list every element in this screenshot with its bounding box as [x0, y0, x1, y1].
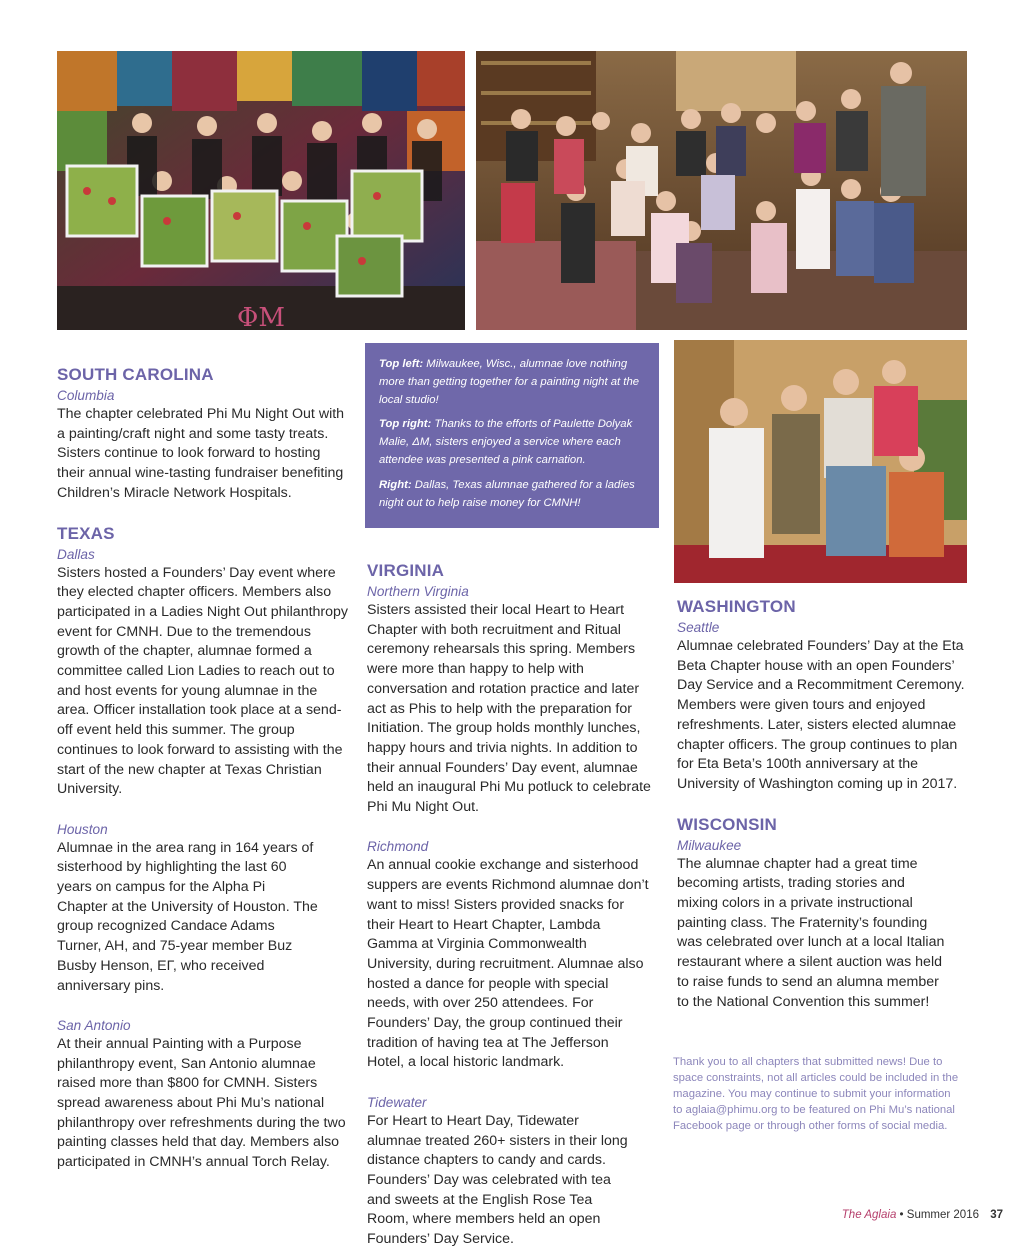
- heading-texas: TEXAS: [57, 523, 115, 543]
- caption-label: Top left:: [379, 358, 424, 370]
- caption-label: Top right:: [379, 418, 432, 431]
- caption-text: Milwaukee, Wisc., alumnae love nothing more than getting together for a painting night at the local studio!: [379, 358, 640, 406]
- column-left: [57, 364, 349, 1173]
- column-right: [677, 596, 965, 1012]
- subheading-san-antonio: San Antonio: [57, 1017, 131, 1033]
- paragraph-dallas: Sisters hosted a Founders’ Day event where they elected chapter officers. Members also participated in a Ladies Night Out philanthropy event for CMNH. Due to the tremendous growth of the chapter, alumnae formed a committee called Lion Ladies to reach out to and host events for young alumnae in the area. Officer installation took place at a send-off event held this summer. The group continues to look forward to assisting with the start of the new chapter at Texas Christian University.: [57, 564, 349, 798]
- heading-wisconsin: WISCONSIN: [677, 814, 778, 834]
- caption-top-left: [379, 356, 645, 409]
- heading-washington: WASHINGTON: [677, 597, 796, 616]
- paragraph-houston: Alumnae in the area rang in 164 years of sisterhood by highlighting the last 60 years on campus for the Alpha Pi Chapter at the University of Houston. The group recognized Candace Adams Turner, AH, and 75-year member Buz Busby Henson, EΓ, who received anniversary pins.: [57, 839, 318, 994]
- subheading-milwaukee: Milwaukee: [677, 837, 742, 853]
- photo-dallas-ladies-night: [674, 340, 967, 583]
- subheading-dallas: Dallas: [57, 546, 95, 562]
- caption-text: Thanks to the efforts of Paulette Dolyak Malie, ΔΜ, sisters enjoyed a service where each attendee was presented a pink carnation.: [379, 418, 633, 466]
- paragraph-northern-virginia: Sisters assisted their local Heart to Heart Chapter with both recruitment and Ritual ceremony rehearsals this spring. Members were more than happy to help with conversation and rotation practice and later act as Phis to help with the preparation for Initiation. The group holds monthly lunches, happy hours and trivia nights. In addition to their annual Founders’ Day event, alumnae held an inaugural Phi Mu potluck to celebrate Phi Mu Night Out.: [367, 602, 651, 816]
- photo-painting-night: [57, 51, 465, 330]
- paragraph-seattle: Alumnae celebrated Founders’ Day at the Eta Beta Chapter house with an open Founders’ Day Service and a Recommitment Ceremony. Members were given tours and enjoyed refreshments. Later, sisters elected alumnae chapter officers. The group continues to plan for Eta Beta’s 100th anniversary at the University of Washington coming up in 2017.: [677, 638, 965, 792]
- photo-caption-box: [365, 343, 659, 528]
- heading-south-carolina: SOUTH CAROLINA: [57, 365, 214, 384]
- subheading-richmond: Richmond: [367, 839, 429, 855]
- phi-mu-letters: ΦΜ: [237, 303, 285, 330]
- paragraph-san-antonio: At their annual Painting with a Purpose philanthropy event, San Antonio alumnae raised more than $800 for CMNH. Sisters spread awareness about Phi Mu’s national philanthropy over refreshments during the two painting classes held that day. Members also participated in CMNH’s annual Torch Relay.: [57, 1035, 346, 1171]
- photo-carnation-service: [476, 51, 967, 330]
- paragraph-tidewater: For Heart to Heart Day, Tidewater alumnae treated 260+ sisters in their long distance chapters to candy and cards. Founders’ Day was celebrated with tea and sweets at the English Rose Tea Room, where members held an open Founders’ Day Service.: [367, 1112, 628, 1248]
- caption-text: Dallas, Texas alumnae gathered for a ladies night out to help raise money for CMNH!: [379, 478, 635, 509]
- subheading-columbia: Columbia: [57, 388, 115, 403]
- issue-date: • Summer 2016: [899, 1209, 979, 1221]
- subheading-tidewater: Tidewater: [367, 1094, 427, 1110]
- paragraph-richmond: An annual cookie exchange and sisterhood suppers are events Richmond alumnae don’t want to miss! Sisters provided snacks for their Heart to Heart Chapter, Lambda Gamma at Virginia Commonwealth University, during recruitment. Alumnae also hosted a dance for people with special needs, with over 250 attendees. For Founders’ Day, the group continued their tradition of having tea at The Jefferson Hotel, a local historic landmark.: [367, 857, 649, 1071]
- paragraph-columbia: The chapter celebrated Phi Mu Night Out with a painting/craft night and some tasty treats. Sisters continue to look forward to hosting their annual wine-tasting fundraiser benefiting Children’s Miracle Network Hospitals.: [57, 406, 345, 501]
- subheading-houston: Houston: [57, 821, 108, 837]
- page-footer: [842, 1209, 1003, 1221]
- caption-label: Right:: [379, 478, 412, 491]
- page-number: 37: [990, 1209, 1003, 1221]
- submission-note: Thank you to all chapters that submitted news! Due to space constraints, not all articles could be included in the magazine. You may continue to submit your information to aglaia@phimu.org to be featured on Phi Mu’s national Facebook page or through other forms of social media.: [673, 1056, 959, 1133]
- subheading-northern-virginia: Northern Virginia: [367, 584, 469, 599]
- magazine-name: The Aglaia: [841, 1209, 897, 1221]
- column-middle: [367, 560, 659, 1250]
- caption-top-right: [379, 416, 645, 469]
- heading-virginia: VIRGINIA: [367, 561, 445, 580]
- caption-right: [379, 477, 645, 513]
- paragraph-milwaukee: The alumnae chapter had a great time becoming artists, trading stories and mixing colors in a private instructional painting class. The Fraternity’s founding was celebrated over lunch at a local Italian restaurant where a silent auction was held to raise funds to send an alumna member to the National Convention this summer!: [677, 855, 945, 1010]
- subheading-seattle: Seattle: [677, 620, 720, 635]
